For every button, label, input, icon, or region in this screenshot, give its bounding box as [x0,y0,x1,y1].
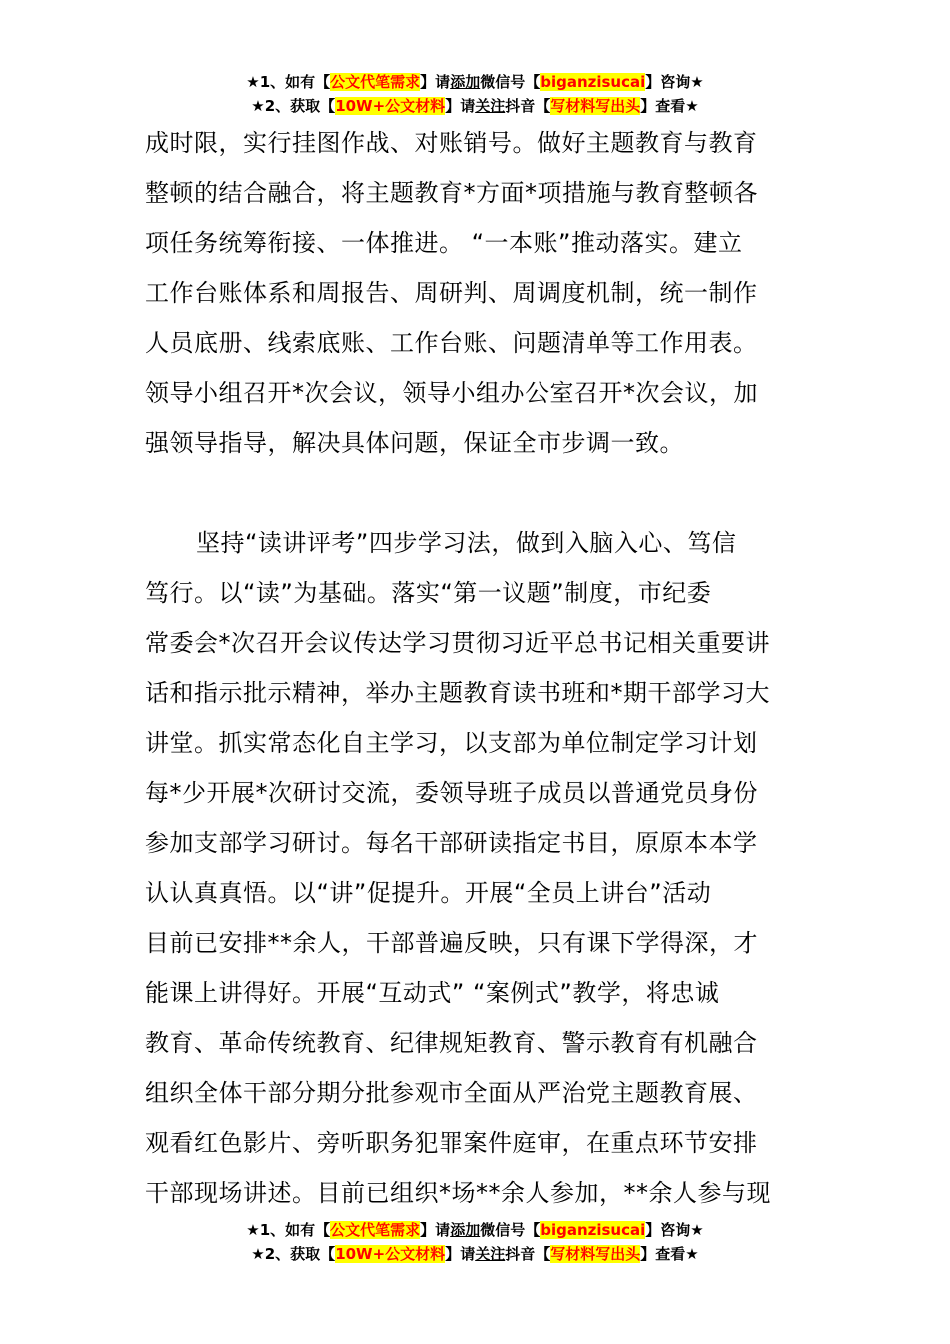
paragraph-gap [145,468,810,518]
text-line: 坚持“读讲评考”四步学习法，做到入脑入心、笃信 [196,529,737,557]
banner-highlight-douyin: 写材料写出头 [550,1245,641,1263]
banner-line-1: ★1、如有【公文代笔需求】请添加微信号【biganzisucai】咨询★ [246,1221,704,1239]
text-line: 项任务统筹衔接、一体推进。 “一本账”推动落实。建立 [145,229,743,257]
text-line: 成时限，实行挂图作战、对账销号。做好主题教育与教育 [145,129,758,157]
text-line: 教育、革命传统教育、纪律规矩教育、警示教育有机融合 [145,1029,758,1057]
paragraph-2 [145,518,810,1218]
banner-highlight-douyin: 写材料写出头 [550,97,641,115]
text-line: 常委会*次召开会议传达学习贯彻习近平总书记相关重要讲 [145,629,770,657]
banner-highlight-service: 公文代笔需求 [330,73,421,91]
text-line: 人员底册、线索底账、工作台账、问题清单等工作用表。 [145,329,758,357]
text-line: 认认真真悟。以“讲”促提升。开展“全员上讲台”活动 [145,879,712,907]
banner-line-1: ★1、如有【公文代笔需求】请添加微信号【biganzisucai】咨询★ [246,73,704,91]
header-banner [0,70,950,118]
banner-highlight-materials: 10W+公文材料 [335,97,446,115]
text-line: 干部现场讲述。目前已组织*场**余人参加，**余人参与现 [145,1179,771,1207]
text-line: 观看红色影片、旁听职务犯罪案件庭审，在重点环节安排 [145,1129,758,1157]
text-line: 组织全体干部分期分批参观市全面从严治党主题教育展、 [145,1079,758,1107]
text-line: 领导小组召开*次会议，领导小组办公室召开*次会议，加 [145,379,758,407]
text-line: 目前已安排**余人，干部普遍反映，只有课下学得深，才 [145,929,758,957]
banner-line-2: ★2、获取【10W+公文材料】请关注抖音【写材料写出头】查看★ [251,97,699,115]
banner-highlight-wechat: biganzisucai [540,73,646,91]
text-line: 参加支部学习研讨。每名干部研读指定书目，原原本本学 [145,829,758,857]
banner-line-2: ★2、获取【10W+公文材料】请关注抖音【写材料写出头】查看★ [251,1245,699,1263]
text-line: 讲堂。抓实常态化自主学习，以支部为单位制定学习计划 [145,729,758,757]
text-line: 工作台账体系和周报告、周研判、周调度机制，统一制作 [145,279,758,307]
text-line: 强领导指导，解决具体问题，保证全市步调一致。 [145,429,684,457]
paragraph-1 [145,118,810,468]
text-line: 整顿的结合融合，将主题教育*方面*项措施与教育整顿各 [145,179,758,207]
text-line: 每*少开展*次研讨交流，委领导班子成员以普通党员身份 [145,779,758,807]
banner-highlight-service: 公文代笔需求 [330,1221,421,1239]
text-line: 笃行。以“读”为基础。落实“第一议题”制度，市纪委 [145,579,712,607]
footer-banner [0,1218,950,1266]
banner-highlight-wechat: biganzisucai [540,1221,646,1239]
text-line: 话和指示批示精神，举办主题教育读书班和*期干部学习大 [145,679,770,707]
text-line: 能课上讲得好。开展“互动式” “案例式”教学，将忠诚 [145,979,720,1007]
banner-highlight-materials: 10W+公文材料 [335,1245,446,1263]
document-body [145,118,810,1218]
